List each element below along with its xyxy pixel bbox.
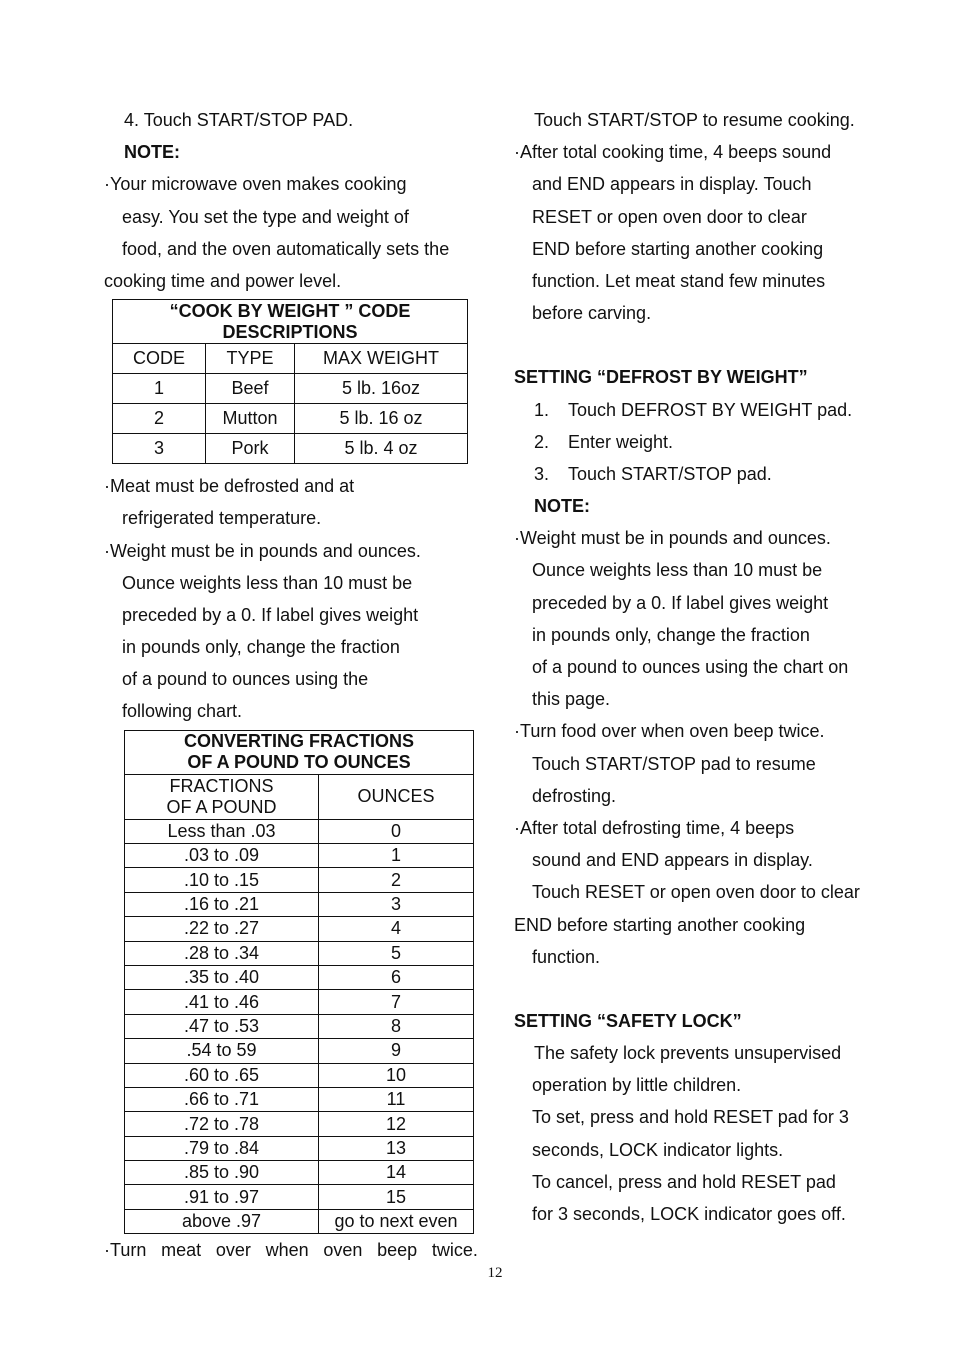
table-row <box>125 844 474 868</box>
table-row <box>125 1087 474 1111</box>
step-number: 3. <box>534 463 550 484</box>
table-row <box>125 1209 474 1233</box>
text-line: of a pound to ounces using the <box>122 669 369 690</box>
table-row <box>125 1185 474 1209</box>
table-cell: 15 <box>319 1185 474 1209</box>
table-cell: .22 to .27 <box>125 917 319 941</box>
table-cell: .16 to .21 <box>125 892 319 916</box>
paragraph-after-defrost <box>514 812 894 973</box>
table-cell: .79 to .84 <box>125 1136 319 1160</box>
text-line: ·Weight must be in pounds and ounces. <box>104 540 421 561</box>
step-text: Enter weight. <box>568 431 674 452</box>
table-cell: 5 lb. 16oz <box>295 374 468 404</box>
table-cell: 11 <box>319 1087 474 1111</box>
table-cell: Mutton <box>206 404 295 434</box>
table-row <box>125 1161 474 1185</box>
text-line: ·After total cooking time, 4 beeps sound <box>514 142 832 163</box>
text-line: preceded by a 0. If label gives weight <box>122 604 419 625</box>
defrost-steps-list <box>514 394 894 491</box>
step-text: Touch START/STOP pad. <box>568 463 772 484</box>
text-line: for 3 seconds, LOCK indicator goes off. <box>532 1204 846 1224</box>
table-cell: 1 <box>113 374 206 404</box>
safety-lock-heading: SETTING “SAFETY LOCK” <box>514 1010 742 1031</box>
text-line: RESET or open oven door to clear <box>532 206 807 227</box>
table-cell: .54 to 59 <box>125 1039 319 1063</box>
table-cell: 14 <box>319 1161 474 1185</box>
table-cell: .28 to .34 <box>125 941 319 965</box>
text-line: ·Your microwave oven makes cooking <box>104 174 407 195</box>
table-row <box>113 404 468 434</box>
text-line: defrosting. <box>532 785 617 806</box>
table-cell: 5 lb. 4 oz <box>295 434 468 464</box>
table-cell: go to next even <box>319 1209 474 1233</box>
column-header: TYPE <box>206 344 295 374</box>
table-cell: .35 to .40 <box>125 965 319 989</box>
table-row <box>125 1014 474 1038</box>
paragraph-defrosted <box>104 470 478 534</box>
word: beep <box>377 1240 418 1261</box>
column-header-fractions <box>125 774 319 819</box>
text-line: function. <box>532 946 601 967</box>
table-row <box>125 819 474 843</box>
table-cell: 6 <box>319 965 474 989</box>
table-title-line: CONVERTING FRACTIONS <box>183 731 414 752</box>
table-cell: .41 to .46 <box>125 990 319 1014</box>
table-cell: 2 <box>319 868 474 892</box>
table-cell: 0 <box>319 819 474 843</box>
text-line: food, and the oven automatically sets the <box>122 238 450 259</box>
defrost-by-weight-heading: SETTING “DEFROST BY WEIGHT” <box>514 367 808 388</box>
text-line: The safety lock prevents unsupervised <box>534 1043 842 1064</box>
text-line: Ounce weights less than 10 must be <box>122 572 413 593</box>
page-number: 12 <box>487 1265 503 1281</box>
text-line: sound and END appears in display. <box>532 850 813 871</box>
table-title: “COOK BY WEIGHT ” CODE DESCRIPTIONS <box>113 300 468 344</box>
column-header-ounces: OUNCES <box>319 774 474 819</box>
text-line: before carving. <box>532 303 652 324</box>
table-cell: 9 <box>319 1039 474 1063</box>
table-cell: 13 <box>319 1136 474 1160</box>
table-cell: 8 <box>319 1014 474 1038</box>
table-cell: Beef <box>206 374 295 404</box>
table-row <box>125 941 474 965</box>
text-line: Touch RESET or open oven door to clear <box>532 882 860 903</box>
note-label: NOTE: <box>124 142 180 163</box>
paragraph-weight <box>104 535 478 728</box>
table-cell: .10 to .15 <box>125 868 319 892</box>
table-title-line: OF A POUND TO OUNCES <box>187 752 411 773</box>
table-row <box>125 1063 474 1087</box>
table-cell: 1 <box>319 844 474 868</box>
text-line: Ounce weights less than 10 must be <box>532 560 823 581</box>
list-item <box>514 458 894 490</box>
table-cell: 5 <box>319 941 474 965</box>
text-line: seconds, LOCK indicator lights. <box>532 1139 784 1160</box>
list-item <box>514 394 894 426</box>
table-row <box>113 374 468 404</box>
cook-by-weight-code-table <box>112 299 468 464</box>
paragraph-turn-food <box>514 715 894 812</box>
text-line: To set, press and hold RESET pad for 3 <box>532 1107 849 1128</box>
text-line: END before starting another cooking <box>514 914 806 935</box>
text-line: this page. <box>532 689 611 710</box>
fraction-conversion-table <box>124 730 474 1235</box>
table-row <box>125 1039 474 1063</box>
table-cell: .72 to .78 <box>125 1112 319 1136</box>
paragraph-intro <box>104 168 478 297</box>
word: ·Turn <box>104 1240 147 1261</box>
table-row <box>125 1112 474 1136</box>
table-row <box>125 868 474 892</box>
header-line: OF A POUND <box>166 796 277 817</box>
paragraph-weight <box>514 522 894 715</box>
table-cell: 2 <box>113 404 206 434</box>
column-header: CODE <box>113 344 206 374</box>
text-line: following chart. <box>122 701 243 722</box>
table-cell: 5 lb. 16 oz <box>295 404 468 434</box>
left-column <box>104 104 478 1266</box>
text-line: ·Meat must be defrosted and at <box>104 476 355 497</box>
table-cell: .91 to .97 <box>125 1185 319 1209</box>
table-cell: above .97 <box>125 1209 319 1233</box>
text-line: and END appears in display. Touch <box>532 174 812 195</box>
right-column <box>514 104 894 1230</box>
step-number: 1. <box>534 399 550 420</box>
text-line: operation by little children. <box>532 1075 742 1096</box>
table-cell: .60 to .65 <box>125 1063 319 1087</box>
text-line: END before starting another cooking <box>532 238 824 259</box>
table-cell: 3 <box>319 892 474 916</box>
word: oven <box>323 1240 363 1261</box>
word: over <box>215 1240 251 1261</box>
step-4-text: 4. Touch START/STOP PAD. <box>124 110 354 130</box>
table-row <box>125 965 474 989</box>
table-cell: 4 <box>319 917 474 941</box>
text-line: in pounds only, change the fraction <box>122 637 400 658</box>
step-text: Touch DEFROST BY WEIGHT pad. <box>568 399 853 420</box>
table-cell: .03 to .09 <box>125 844 319 868</box>
table-cell: Less than .03 <box>125 819 319 843</box>
text-line: function. Let meat stand few minutes <box>532 270 826 291</box>
table-cell: 12 <box>319 1112 474 1136</box>
table-cell: 3 <box>113 434 206 464</box>
column-header: MAX WEIGHT <box>295 344 468 374</box>
word: when <box>265 1240 309 1261</box>
text-line: easy. You set the type and weight of <box>122 206 409 227</box>
list-item <box>514 426 894 458</box>
text-line: of a pound to ounces using the chart on <box>532 657 849 677</box>
table-row <box>125 990 474 1014</box>
table-cell: .47 to .53 <box>125 1014 319 1038</box>
text-line: ·After total defrosting time, 4 beeps <box>514 817 795 838</box>
step-number: 2. <box>534 431 550 452</box>
note-label: NOTE: <box>534 496 590 517</box>
word: twice. <box>431 1240 478 1261</box>
table-cell: 10 <box>319 1063 474 1087</box>
table-title <box>125 730 474 774</box>
paragraph-resume <box>514 104 894 329</box>
paragraph-safety-lock <box>514 1037 894 1230</box>
text-line: refrigerated temperature. <box>122 508 322 529</box>
header-line: FRACTIONS <box>169 775 274 796</box>
table-row <box>125 917 474 941</box>
table-cell: Pork <box>206 434 295 464</box>
table-row <box>125 1136 474 1160</box>
text-line: in pounds only, change the fraction <box>532 624 810 645</box>
table-cell: .85 to .90 <box>125 1161 319 1185</box>
table-row <box>113 434 468 464</box>
text-line: Touch START/STOP to resume cooking. <box>534 110 855 130</box>
text-line: To cancel, press and hold RESET pad <box>532 1171 836 1192</box>
conversion-rows <box>125 819 474 1234</box>
text-line: ·Weight must be in pounds and ounces. <box>514 528 831 549</box>
text-line: Touch START/STOP pad to resume <box>532 753 816 774</box>
text-line: preceded by a 0. If label gives weight <box>532 592 829 613</box>
text-line: ·Turn food over when oven beep twice. <box>514 721 825 742</box>
table-row <box>125 892 474 916</box>
table-cell: .66 to .71 <box>125 1087 319 1111</box>
turn-meat-line <box>104 1234 478 1266</box>
word: meat <box>161 1240 202 1261</box>
table-cell: 7 <box>319 990 474 1014</box>
text-line: cooking time and power level. <box>104 270 342 291</box>
